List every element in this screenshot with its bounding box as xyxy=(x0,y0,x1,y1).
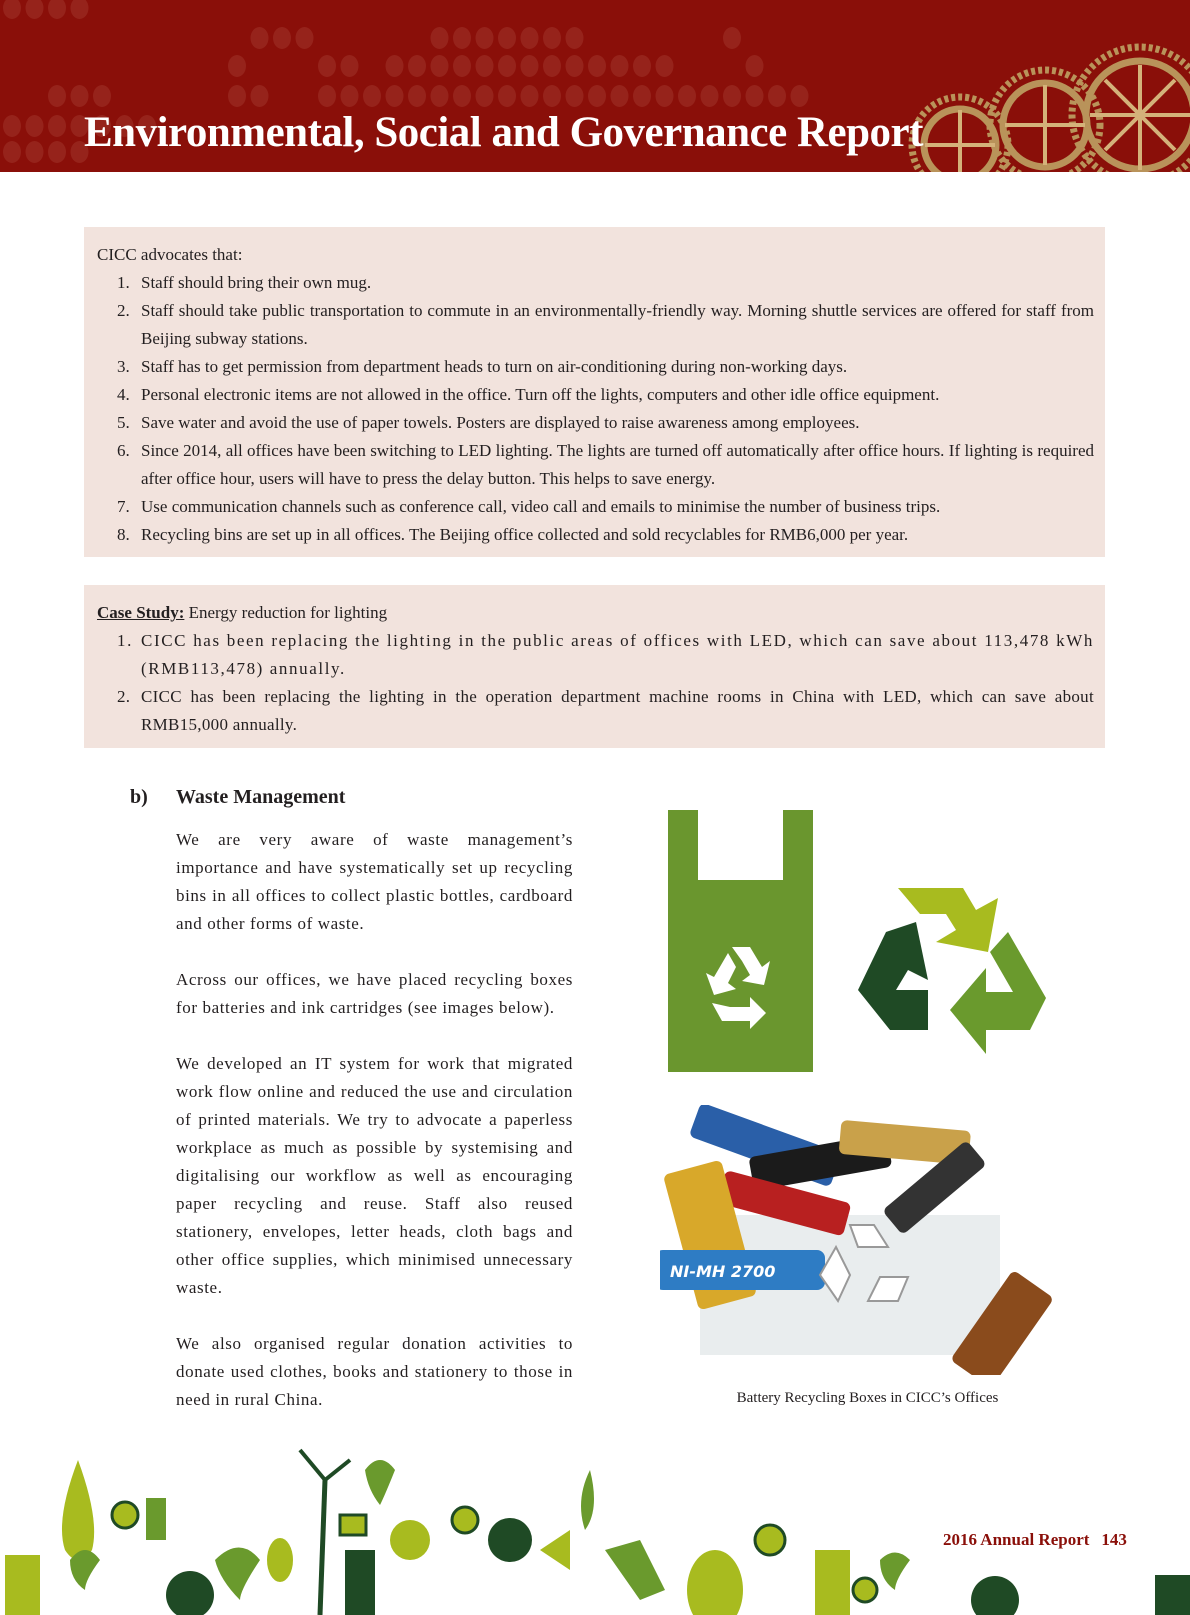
dot xyxy=(431,85,449,107)
list-item xyxy=(97,493,1094,521)
dot xyxy=(228,85,246,107)
dot xyxy=(633,55,651,77)
globe-icon xyxy=(971,1576,1019,1615)
item-text: Since 2014, all offices have been switching to LED lighting. The lights are turned off automatically after office hours. If lighting is required after office hour, users will have to press the delay button. This helps to save energy. xyxy=(141,441,1094,488)
paragraph: We are very aware of waste management’s importance and have systematically set up recycling bins in all offices to collect plastic bottles, cardboard and other forms of waste. xyxy=(176,830,573,933)
item-text: Staff should take public transportation to commute in an environmentally-friendly way. Morning shuttle services are offered for staff from Beijing subway stations. xyxy=(141,301,1094,348)
dot xyxy=(476,85,494,107)
eco-icons-footer-decoration xyxy=(0,1440,1190,1615)
leaf-icon xyxy=(581,1470,594,1530)
sun-icon xyxy=(755,1525,785,1555)
leaf-icon xyxy=(62,1460,94,1560)
gears-image xyxy=(890,40,1190,172)
dot xyxy=(543,55,561,77)
dot xyxy=(431,27,449,49)
dot xyxy=(453,27,471,49)
bag-icon xyxy=(1155,1575,1190,1615)
item-number: 8. xyxy=(117,525,130,544)
item-number: 7. xyxy=(117,497,130,516)
bag-icon xyxy=(146,1498,166,1540)
advocacy-list xyxy=(97,269,1094,549)
dot xyxy=(318,85,336,107)
dot xyxy=(476,27,494,49)
dot xyxy=(93,85,111,107)
dot xyxy=(341,55,359,77)
trash-bin-icon xyxy=(815,1550,850,1615)
list-item xyxy=(97,521,1094,549)
sun-icon xyxy=(452,1507,478,1533)
list-item xyxy=(97,381,1094,409)
recycle-symbol-image xyxy=(858,880,1053,1072)
paragraph: Across our offices, we have placed recycling boxes for batteries and ink cartridges (see images below). xyxy=(176,970,573,1017)
dot xyxy=(656,55,674,77)
heart-icon xyxy=(365,1460,395,1505)
heart-icon xyxy=(880,1553,910,1591)
dot xyxy=(678,85,696,107)
dot xyxy=(768,85,786,107)
dot xyxy=(476,55,494,77)
item-number: 1. xyxy=(117,631,133,650)
item-text: Personal electronic items are not allowed in the office. Turn off the lights, computers and other idle office equipment. xyxy=(141,385,940,404)
dot xyxy=(498,55,516,77)
dot xyxy=(48,0,66,19)
battery-recycling-box-image xyxy=(660,1105,1075,1375)
case-study-heading xyxy=(97,599,1094,627)
lightbulb-icon xyxy=(687,1550,743,1615)
dot xyxy=(71,0,89,19)
dot xyxy=(408,85,426,107)
dot xyxy=(746,55,764,77)
trash-bin-icon xyxy=(5,1555,40,1615)
item-text: CICC has been replacing the lighting in the operation department machine rooms in China with LED, which can save about RMB15,000 annually. xyxy=(141,687,1094,734)
solar-panel-icon xyxy=(340,1515,366,1535)
sun-icon xyxy=(853,1578,877,1602)
dot xyxy=(566,85,584,107)
dot xyxy=(633,85,651,107)
page-title: Environmental, Social and Governance Report xyxy=(84,109,923,156)
section-heading xyxy=(130,786,346,809)
dot xyxy=(453,85,471,107)
dot xyxy=(611,55,629,77)
item-number: 2. xyxy=(117,301,130,320)
dot xyxy=(3,0,21,19)
item-text: CICC has been replacing the lighting in the public areas of offices with LED, which can save about 113,478 kWh (RMB113,478) annually. xyxy=(141,631,1094,678)
dot xyxy=(611,85,629,107)
dot xyxy=(521,27,539,49)
dot xyxy=(386,55,404,77)
dot xyxy=(48,141,66,163)
item-number: 3. xyxy=(117,357,130,376)
case-study-list xyxy=(97,627,1094,739)
globe-icon xyxy=(166,1571,214,1615)
recycling-bag-image xyxy=(668,810,813,1072)
list-item xyxy=(97,437,1094,493)
report-name: 2016 Annual Report xyxy=(943,1530,1090,1549)
list-item xyxy=(97,409,1094,437)
page-header-banner xyxy=(0,0,1190,172)
section-body xyxy=(176,826,573,1442)
dot xyxy=(3,115,21,137)
bag-icon xyxy=(345,1550,375,1615)
dot xyxy=(746,85,764,107)
paragraph: We developed an IT system for work that migrated work flow online and reduced the use and circulation of printed materials. We try to advocate a paperless workplace as much as possible by systemising and digitalising our workflow as well as encouraging paper recycling and reuse. Staff also reused stationery, envelopes, letter heads, cloth bags and other office supplies, which minimised unnecessary waste. xyxy=(176,1054,573,1297)
battery-label: NI-MH 2700 xyxy=(670,1262,776,1281)
list-item xyxy=(97,353,1094,381)
dot xyxy=(408,55,426,77)
dot xyxy=(3,141,21,163)
heart-icon xyxy=(70,1550,100,1590)
advocacy-box xyxy=(84,227,1105,557)
dot xyxy=(431,55,449,77)
dot xyxy=(228,55,246,77)
item-text: Use communication channels such as conference call, video call and emails to minimise the number of business trips. xyxy=(141,497,941,516)
section-title: Waste Management xyxy=(176,786,346,808)
paragraph: We also organised regular donation activities to donate used clothes, books and stationery to those in need in rural China. xyxy=(176,1334,573,1409)
advocacy-intro: CICC advocates that: xyxy=(97,245,243,264)
item-text: Staff should bring their own mug. xyxy=(141,273,372,292)
item-text: Staff has to get permission from department heads to turn on air-conditioning during non-working days. xyxy=(141,357,848,376)
battery-caption: Battery Recycling Boxes in CICC’s Offices xyxy=(736,1390,999,1406)
dot xyxy=(701,85,719,107)
item-number: 2. xyxy=(117,687,131,706)
item-number: 5. xyxy=(117,413,130,432)
dot xyxy=(296,27,314,49)
item-text: Save water and avoid the use of paper towels. Posters are displayed to raise awareness among employees. xyxy=(141,413,860,432)
list-item xyxy=(97,683,1094,739)
dot xyxy=(521,55,539,77)
heart-icon xyxy=(215,1548,260,1601)
section-marker: b) xyxy=(130,786,148,808)
item-number: 1. xyxy=(117,273,130,292)
tree-icon xyxy=(390,1520,430,1560)
dot xyxy=(656,85,674,107)
dot xyxy=(318,55,336,77)
dot xyxy=(26,115,44,137)
dot xyxy=(48,115,66,137)
page-footer-label xyxy=(943,1530,1127,1550)
dot xyxy=(26,0,44,19)
dot xyxy=(71,85,89,107)
item-number: 6. xyxy=(117,441,130,460)
dot xyxy=(341,85,359,107)
dot xyxy=(543,27,561,49)
dot xyxy=(273,27,291,49)
list-item xyxy=(97,269,1094,297)
dot xyxy=(588,55,606,77)
dot xyxy=(251,27,269,49)
dot xyxy=(566,27,584,49)
arrow-icon xyxy=(540,1530,570,1570)
dot xyxy=(543,85,561,107)
dot xyxy=(363,85,381,107)
dot xyxy=(251,85,269,107)
globe-icon xyxy=(488,1518,532,1562)
dot xyxy=(723,85,741,107)
list-item xyxy=(97,627,1094,683)
dot xyxy=(521,85,539,107)
list-item xyxy=(97,297,1094,353)
dot xyxy=(48,85,66,107)
dot xyxy=(453,55,471,77)
dot xyxy=(498,27,516,49)
dot xyxy=(498,85,516,107)
item-number: 4. xyxy=(117,385,130,404)
dot xyxy=(566,55,584,77)
dot xyxy=(791,85,809,107)
sun-icon xyxy=(112,1502,138,1528)
case-study-box xyxy=(84,585,1105,748)
dot xyxy=(26,141,44,163)
case-study-title: Energy reduction for lighting xyxy=(184,603,388,622)
case-study-label: Case Study: xyxy=(97,603,185,622)
recycle-icon xyxy=(605,1540,665,1600)
item-text: Recycling bins are set up in all offices. The Beijing office collected and sold recyclables for RMB6,000 per year. xyxy=(141,525,909,544)
wind-turbine-icon xyxy=(320,1480,325,1615)
page-number: 143 xyxy=(1101,1530,1127,1549)
lightbulb-icon xyxy=(267,1538,293,1582)
dot xyxy=(588,85,606,107)
dot xyxy=(386,85,404,107)
dot xyxy=(723,27,741,49)
